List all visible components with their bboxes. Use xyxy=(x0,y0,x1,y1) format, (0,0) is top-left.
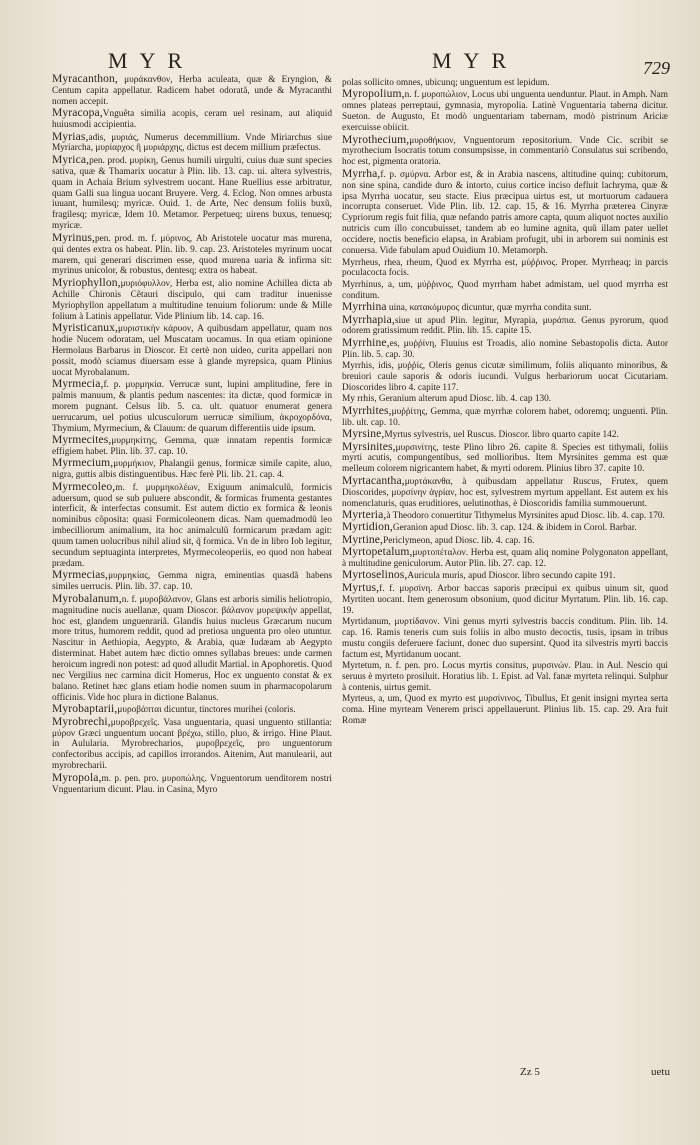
dictionary-entry xyxy=(342,280,668,302)
dictionary-entry xyxy=(342,403,668,429)
catchword: uetu xyxy=(651,1066,670,1078)
dictionary-entry xyxy=(342,439,668,476)
dictionary-entry xyxy=(52,770,332,796)
entry-text: μυρτάκανθα, à quibusdam appellatur Ruscus, Frutex, quem Dioscorides, μυρσίνην ἀγρίαν, hoc est, sylvestrem myrtum appellant. Est autem ex his nomenclaturis, quas eruditiores, uelutinothas, è Dioscoridis familia summouerunt. xyxy=(342,476,668,509)
dictionary-entry xyxy=(342,312,668,338)
entry-headword: Myrobaptarii, xyxy=(52,702,118,716)
entry-headword: Myropolium, xyxy=(342,87,405,101)
entry-headword: Myrobalanum, xyxy=(52,591,122,605)
dictionary-entry xyxy=(52,376,332,435)
dictionary-entry xyxy=(52,458,332,481)
entry-text: μυρμηκίας, Gemma nigra, eminentias quasdã habens similes uerrucis. Plin. lib. 37. cap. 10. xyxy=(52,571,332,593)
entry-headword: Myrrha, xyxy=(342,166,381,180)
entry-text: m. f. μυρμηκολέων, Exiguum animalculũ, formicis aduersum, quod se sub puluere abscondit, & formicas frumenta gestantes interficit, & interfectas consumit. Est autem dictio ex formica & leonis nominibus cõposita: quasi Formicoleonem dicas. Nam quemadmodũ leo imbecilliorum animalium, ita hoc animalculũ formicarum prædam agit: quum tamen uolucribus nihil aliud sit, q̃ formica. Vn de in libro Iob legitur, secundum septuaginta interpretes, Myrmecoleoperiis, eo quod non habeat prædam. xyxy=(52,482,332,569)
entry-text: μυροβρεχεῖς. Vasa unguentaria, quasi unguento stillantia: μύρον Græci unguentum uocant βρέχω, stillo, pluo, & irrigo. Hine Plaut. in Aulularia. Myrobrecharios, μυροβρεχεῖς, pro unguentorum confectoribus accipis, ad capillos irrorandos. Aitenim, Aut manulearii, aut myrobrecharii. xyxy=(52,717,332,772)
entry-headword: Myrinus, xyxy=(52,230,95,244)
entry-headword: Myrmecias, xyxy=(52,568,109,582)
entry-text: μυριστικὴν κάρυον, A quibusdam appellatur, quam nos hodie Nucem odoratam, uel Muscatam uocamus. In qua etiam opinione Hermolaus Barbarus in Dioscor. Et certè non uideo, curita appellari non possit, modò sciamus diuersam esse à glande myrepsica, quam Plinius uocat Myrobalanum. xyxy=(52,323,332,378)
entry-text: μυρτοπέταλον. Herba est, quam aliq nomine Polygonaton appellant, à multitudine geniculorum. Autor Plin. lib. 27. cap. 12. xyxy=(342,548,668,570)
entry-headword: Myropola, xyxy=(52,770,102,784)
dictionary-entry xyxy=(342,132,668,169)
entry-headword: Myrobrechi, xyxy=(52,714,111,728)
entry-text: Myrtus sylvestris, uel Ruscus. Dioscor. libro quarto capite 142. xyxy=(384,430,619,441)
dictionary-entry xyxy=(52,74,332,108)
entry-headword: Myriophyllon, xyxy=(52,275,121,289)
dictionary-entry xyxy=(52,275,332,323)
entry-text: pen. prod. m. f. μύρινος, Ab Aristotele uocatur mas murena, qui dentes extra os habeat. Plin. lib. 9. cap. 23. Aristoteles myrinum uocat marem, qui generari discrimen esse, quod murena uaria & infirma sit: myrinus unicolor, & robustus, dentesq; extra os habeat. xyxy=(52,233,332,277)
entry-text: μυράκανθον, Herba aculeata, quæ & Eryngion, & Centum capita appellatur. Radicem habet odoratã, unde & Myracanthi nomen accepit. xyxy=(52,75,332,107)
entry-headword: Myracopa, xyxy=(52,106,103,120)
dictionary-entry xyxy=(52,570,332,593)
dictionary-entry xyxy=(342,166,668,257)
entry-text: es, μυῤῥίνη, Fluuius est Troadis, alio nomine Sebastopolis dicta. Autor Plin. lib. 5. cap. 30. xyxy=(342,338,668,360)
dictionary-entry xyxy=(342,361,668,394)
entry-text: μυρμήκιον, Phalangii genus, formicæ simile capite, aluo, nigra, guttis albis distinguentibus. Hæc ferè Pli. lib. 21. cap. 4. xyxy=(52,459,332,481)
entry-headword: Myrrhapia, xyxy=(342,312,395,326)
entry-text: polas sollicito omnes, ubicunq; unguentum est lepidum. xyxy=(342,78,550,88)
dictionary-entry xyxy=(52,320,332,379)
dictionary-entry xyxy=(52,479,332,570)
entry-text: Vnguẽta similia acopis, ceram uel resinam, aut aliquid huiusmodi accipientia. xyxy=(52,109,332,131)
entry-headword: Myrmecoleo, xyxy=(52,479,116,493)
entry-text: pen. prod. μυρίκη, Genus humili uirgulti, cuius duæ sunt species sativa, quæ & Thamarix uocatur à Plin. lib. 13. cap. ui. altera sylvestris, quam in Achaia Brium sylvestrem uocant. Hane Ruellius esse arbitratur, quam Galli sua lingua uocant Bruyere. Verg. 4. Eclog. Non omnes arbusta iuuant, humilesq; myricæ. Ouid. 1. de Arte, Nec densum foliis buxũ, fragilesq; myricæ, Idem 10. Metamor. Perpetueq; uirens buxus, tenuesq; myricæ. xyxy=(52,155,332,232)
dictionary-entry xyxy=(52,152,332,232)
entry-headword: Myrtopetalum, xyxy=(342,545,413,559)
entry-text: à Theodoro conuertitur Tithymelus Myrsinites apud Diosc. lib. 4. cap. 170. xyxy=(386,510,665,521)
entry-text: n. f. μυροβάλανον, Glans est arboris similis heliotropio, magnitudine nucis auellanæ, quam Dioscor. βάλανον μυρεψικὴν appellat, hoc est, glandem unguenrariã. Glandis huius nucleus Græcarum nucum more tritus, humorem reddit, quod ad pretiosa unguenta pro oleo utuntur. Nascitur in Aethiopia, Aegypto, & Arabia, quæ Iudæam ab Aegypto disterminat. Habet autem hæc dictio omnes syllabas breues: unde carmen heroicum ingredi non potest: ad quod alludit Martial. in Apophoretis. Quod nec Vergilius nec carmina dicit Homerus, Hoc ex unguento constat & ex balano. Retinet hæc glans etiam hodie nomen suum in pharmacopolarum officinis. Vide hoc plura in dictione Balanus. xyxy=(52,594,332,703)
entry-text: Myrtidanum, μυρτίδανον. Vini genus myrti sylvestris baccis conditum. Plin. lib. 14. cap. 16. Ramis teneris cum suis foliis in albo musto decoctis, tusis, ipsam in tribus mustu congiis deferuere faciunt, donec duo supersint. Quod ita silvestris myrti baccis factum est, Myrtidanum uocant. xyxy=(342,617,668,660)
page-number: 729 xyxy=(643,58,670,78)
left-column xyxy=(52,74,332,796)
entry-headword: Myrsine, xyxy=(342,427,385,441)
entry-text: Auricula muris, apud Dioscor. libro secundo capite 191. xyxy=(407,571,616,582)
entry-text: f. p. μυρμηκία. Verrucæ sunt, lupini amplitudine, fere in palmis manuum, & plantis pedum nascentes: ita dictæ, quod formicæ in morem pugnant. Celsus lib. 5. ca. ult. quatuor enumerat genera uerrucarum, uel potius ulcusculorum uerrucæ similium, ἀκροχορδόνα, Thymium, Myrmecium, & Clauum: de quarum differentiis uide ipsum. xyxy=(52,379,332,434)
entry-headword: Myrrhina xyxy=(342,300,387,314)
entry-text: adis, μυριάς, Numerus decemmillium. Vnde Miriarchus siue Myriarcha, μυρίαρχος ἢ μυριάρχης, dictus est decem millium præfectus. xyxy=(52,132,332,154)
entry-text: Geranion apud Diosc. lib. 3. cap. 124. & ibidem in Corol. Barbar. xyxy=(392,523,637,534)
dictionary-entry xyxy=(342,570,668,582)
entry-text: m. p. pen. pro. μυροπώλης. Vnguentorum uenditorem nostri Vnguentarium dicunt. Plau. in Casina, Myro xyxy=(52,773,332,795)
entry-headword: Myrica, xyxy=(52,152,90,166)
running-head-left: MYR xyxy=(108,48,195,73)
dictionary-entry xyxy=(52,435,332,458)
dictionary-entry xyxy=(342,335,668,361)
entry-text: μυριόφυλλον, Herba est, alio nomine Achillea dicta ab Achille Chironis Cẽtauri discipulo, qui cam traditur inuenisse Myriophyllon appellatum a multitudine tenuium foliorum: unde & Mille folium à Latinis appellatur. Vide Plinium lib. 14. cap. 16. xyxy=(52,278,332,322)
dictionary-entry xyxy=(342,547,668,570)
entry-headword: Myrsinites, xyxy=(342,439,396,453)
page-footer xyxy=(520,1066,670,1078)
entry-headword: Myrmecia, xyxy=(52,376,104,390)
dictionary-entry xyxy=(52,714,332,773)
running-head-right: MYR xyxy=(432,48,519,73)
right-column xyxy=(342,78,668,728)
dictionary-entry xyxy=(52,108,332,131)
entry-text: μυρμηκίτης, Gemma, quæ innatam repentis formicæ effigiem habet. Plin. lib. 37. cap. 10. xyxy=(52,436,332,457)
entry-headword: Myrtidion, xyxy=(342,520,393,534)
entry-text: siue ut apud Plin. legitur, Myrapia, μυράπια. Genus pyrorum, quod odorem gratissimum reddit. Plin. lib. 15. capite 15. xyxy=(342,315,668,337)
dictionary-entry xyxy=(342,473,668,510)
dictionary-entry xyxy=(52,129,332,155)
entry-text: Myrrheus, rhea, rheum, Quod ex Myrrha est, μύῤῥινος. Proper. Myrrheaq; in parcis poculacocta focis. xyxy=(342,257,668,279)
dictionary-entry xyxy=(342,661,668,694)
entry-text: My rrhis, Geranium alterum apud Diosc. lib. 4. cap 130. xyxy=(342,394,552,405)
entry-headword: Myrtacantha, xyxy=(342,473,405,487)
entry-headword: Myrothecium, xyxy=(342,132,410,146)
entry-headword: Myracanthon, xyxy=(52,72,118,85)
entry-headword: Myrrhites, xyxy=(342,403,392,417)
entry-text: μυροθήκιον, Vnguentorum repositorium. Vnde Cic. scribit se myrothecium Isocratis totum consumpsisse, in commentariò Consulatus sui scribendo, hoc est, pigmenta oratoria. xyxy=(342,135,668,168)
dictionary-entry xyxy=(342,89,668,134)
entry-headword: Myrtine, xyxy=(342,532,384,546)
entry-headword: Myrmecites, xyxy=(52,433,112,446)
dictionary-entry xyxy=(342,522,668,534)
dictionary-entry xyxy=(52,230,332,278)
entry-text: Myrteus, a, um, Quod ex myrto est μυρσίνινος, Tibullus, Et genit insigni myrtea serta coma. Hine myrteam Venerem prisci appellauerunt. Plinius lib. 15. cap. 29. Ara fuit Romæ xyxy=(342,694,668,727)
entry-text: n. f. μυροπώλιον, Locus ubi unguenta uenduntur. Plaut. in Amph. Nam omnes plateas perreptaui, gymnasia, myropolia. Latinè Vnguentaria taberna dicitur. Sueton. de Augusto, Et modò unguentariam tabernam, modò pistrinum Ariciæ exercuisse obiicit. xyxy=(342,90,668,134)
dictionary-entry xyxy=(342,258,668,280)
entry-text: uina, κατακόμυρος dicuntur, quæ myrrha condita sunt. xyxy=(386,303,592,314)
dictionary-entry xyxy=(342,617,668,661)
entry-text: Myrrhinus, a, um, μύῤῥινος, Quod myrrham habet admistam, uel quod myrrha est conditum. xyxy=(342,279,668,301)
entry-headword: Myrtoselinos, xyxy=(342,568,408,582)
dictionary-entry xyxy=(342,580,668,617)
entry-text: Myrtetum, n. f. pen. pro. Locus myrtis consitus, μυρσινών. Plau. in Aul. Nescio qui seruus è myrteto prosiluit. Horatius lib. 1. Epist. ad Val. fanæ myrteta relinqui. Sulphur à contenis, uirtus gemit. xyxy=(342,661,668,694)
entry-text: f. p. σμύρνα. Arbor est, & in Arabia nascens, altitudine quinq; cubitorum, non sine spina, candide duro & intorto, cuius cortice inciso defluit lachryma, quæ & ipsa Myrrha uocatur, seu stacte. Eius præcipua uirtus est, ut mortuorum cadauera incorrupta conseruet. Vide Plin. lib. 12. cap. 15, & 16. Myrrha præterea Cinyræ Cypriorum regis fuit filia, quæ nefando patris amore capta, quum aliquot noctes auxilio nutricis cum illo concubuisset, tandem ab eo lumine agnita, quũ illam pater uellet occidere, noctis beneficio elapsa, in Arabiam profugit, ubi in arborem sui nominis est conuersa. Vide fabulam apud Ouidium 10. Metamorph. xyxy=(342,169,668,257)
entry-headword: Myrias, xyxy=(52,129,89,143)
dictionary-entry xyxy=(52,591,332,704)
entry-text: μυῤῥίτης, Gemma, quæ myrrhæ colorem habet, odoremq; unguenti. Plin. lib. ult. cap. 10. xyxy=(342,406,668,428)
entry-text: μυρσινίτης, teste Plino libro 26. capite 8. Species est tithymali, foliis myrti acutis, compungentibus, sed mollioribus. Item Myrsinites gemma est quæ melleum colorem nigricantem habet, & myrti odorem. Plinius libro 37. capite 10. xyxy=(342,442,668,475)
entry-headword: Myristicanux, xyxy=(52,320,119,334)
entry-text: Periclymeon, apud Diosc. lib. 4. cap. 16. xyxy=(383,535,535,546)
entry-text: Myrrhis, idis, μυῤῥίς, Oleris genus cicutæ similimum, foliis aliquanto minoribus, & breuiori caule saporis & odoris iucundi. Vulgus herbariorum uocat Cicutariam. Dioscorides libro 4. capite 117. xyxy=(342,361,668,393)
entry-headword: Myrteria, xyxy=(342,507,387,521)
entry-headword: Myrrhine, xyxy=(342,335,390,349)
signature-mark: Zz 5 xyxy=(520,1066,540,1078)
entry-text: μυροβάπται dicuntur, tinctores murihei (coloris. xyxy=(117,705,296,716)
entry-headword: Myrmecium, xyxy=(52,456,114,470)
entry-text: f. f. μυρσίνη. Arbor baccas saporis præcipui ex quibus uinum sit, quod Myrtiten uocant. Item generosum obsonium, quod dicitur Myrtatum. Plin. lib. 16. cap. 19. xyxy=(342,583,668,616)
entry-headword: Myrtus, xyxy=(342,580,380,594)
dictionary-entry xyxy=(342,694,668,727)
